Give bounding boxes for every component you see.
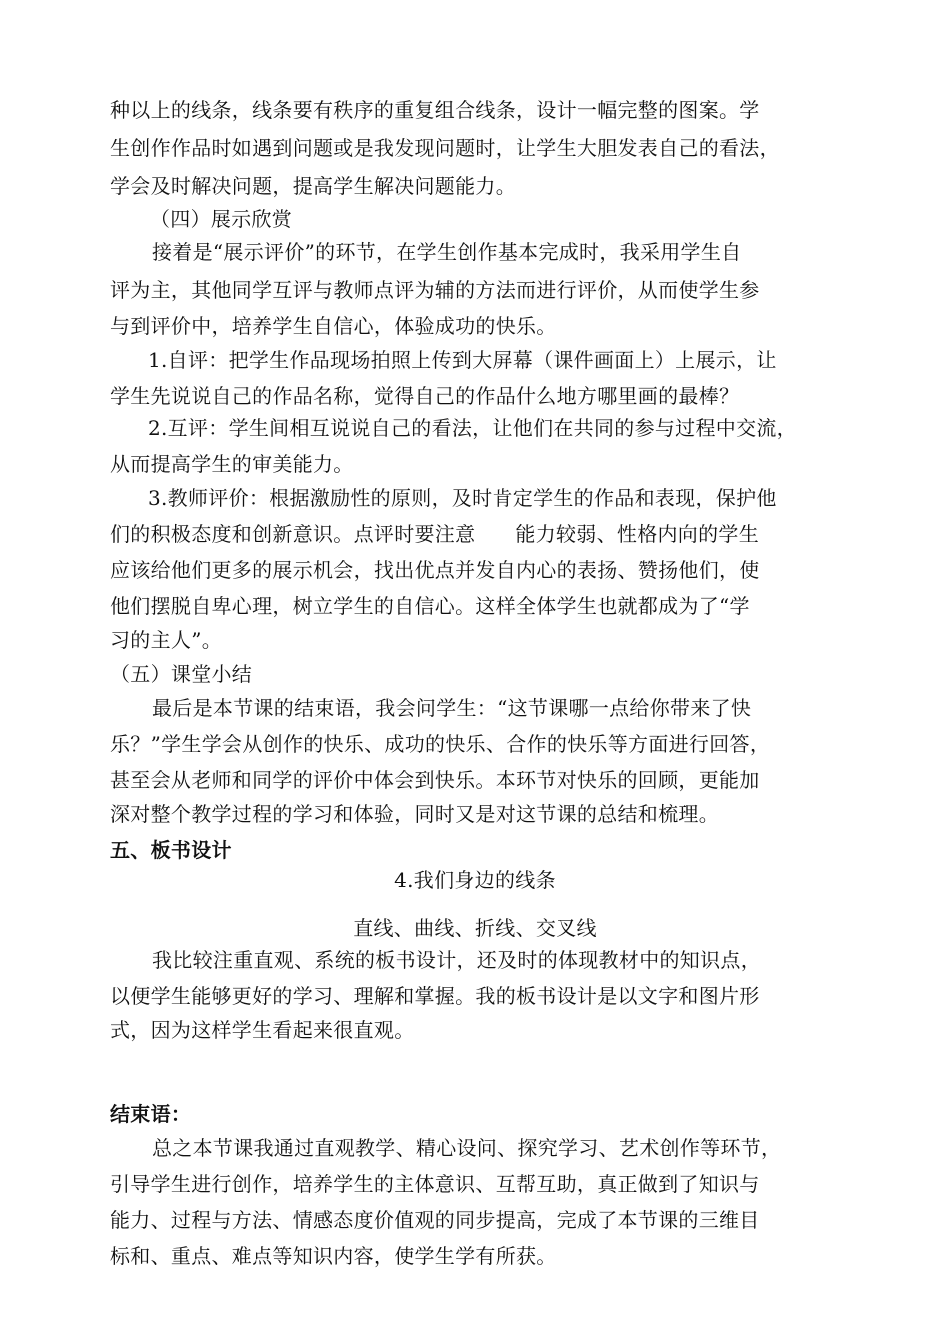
paragraph-line: 从而提高学生的审美能力。 — [110, 452, 354, 476]
paragraph-line: 学生先说说自己的作品名称，觉得自己的作品什么地方哪里画的最棒？ — [110, 384, 740, 408]
list-item-peer-review: 2.互评：学生间相互说说自己的看法，让他们在共同的参与过程中交流， — [148, 416, 797, 440]
paragraph-line: 深对整个教学过程的学习和体验，同时又是对这节课的总结和梳理。 — [110, 802, 719, 826]
paragraph-line: 种以上的线条，线条要有秩序的重复组合线条，设计一幅完整的图案。学 — [110, 98, 760, 122]
paragraph-line — [110, 520, 850, 548]
paragraph-line: 甚至会从老师和同学的评价中体会到快乐。本环节对快乐的回顾，更能加 — [110, 768, 760, 792]
list-item-self-review: 1.自评：把学生作品现场拍照上传到大屏幕（课件画面上）上展示，让 — [148, 348, 777, 372]
paragraph-line: 式，因为这样学生看起来很直观。 — [110, 1018, 415, 1042]
paragraph-line: 我比较注重直观、系统的板书设计，还及时的体现教材中的知识点， — [152, 948, 761, 972]
paragraph-line: 乐？”学生学会从创作的快乐、成功的快乐、合作的快乐等方面进行回答， — [110, 732, 771, 756]
paragraph-line: 他们摆脱自卑心理，树立学生的自信心。这样全体学生也就都成为了“学 — [110, 594, 750, 618]
board-title: 4.我们身边的线条 — [394, 868, 556, 892]
paragraph-line: 习的主人”。 — [110, 628, 223, 652]
paragraph-line: 最后是本节课的结束语，我会问学生：“这节课哪一点给你带来了快 — [152, 696, 752, 720]
paragraph-line: 引导学生进行创作，培养学生的主体意识、互帮互助，真正做到了知识与 — [110, 1172, 760, 1196]
paragraph-line: 以便学生能够更好的学习、理解和掌握。我的板书设计是以文字和图片形 — [110, 984, 760, 1008]
conclusion-title: 结束语： — [110, 1102, 192, 1126]
paragraph-line: 接着是“展示评价”的环节，在学生创作基本完成时，我采用学生自 — [152, 240, 742, 264]
paragraph-fragment: 能力较弱、性格内向的学生 — [515, 522, 760, 546]
paragraph-line: 能力、过程与方法、情感态度价值观的同步提高，完成了本节课的三维目 — [110, 1208, 760, 1232]
paragraph-line: 生创作作品时如遇到问题或是我发现问题时，让学生大胆发表自己的看法， — [110, 136, 780, 160]
subheading-four: （四）展示欣赏 — [150, 207, 293, 231]
paragraph-line: 评为主，其他同学互评与教师点评为辅的方法而进行评价，从而使学生参 — [110, 278, 760, 302]
paragraph-line: 标和、重点、难点等知识内容，使学生学有所获。 — [110, 1244, 557, 1268]
paragraph-line: 应该给他们更多的展示机会，找出优点并发自内心的表扬、赞扬他们，使 — [110, 558, 760, 582]
list-item-teacher-review: 3.教师评价：根据激励性的原则，及时肯定学生的作品和表现，保护他 — [148, 486, 777, 510]
subheading-five: （五）课堂小结 — [110, 662, 253, 686]
paragraph-line: 学会及时解决问题，提高学生解决问题能力。 — [110, 174, 516, 198]
section-title-board-design: 五、板书设计 — [110, 838, 232, 862]
paragraph-line: 与到评价中，培养学生自信心，体验成功的快乐。 — [110, 314, 557, 338]
board-content: 直线、曲线、折线、交叉线 — [353, 916, 597, 940]
paragraph-line: 总之本节课我通过直观教学、精心设问、探究学习、艺术创作等环节， — [152, 1136, 782, 1160]
paragraph-fragment: 们的积极态度和创新意识。点评时要注意 — [110, 522, 476, 546]
